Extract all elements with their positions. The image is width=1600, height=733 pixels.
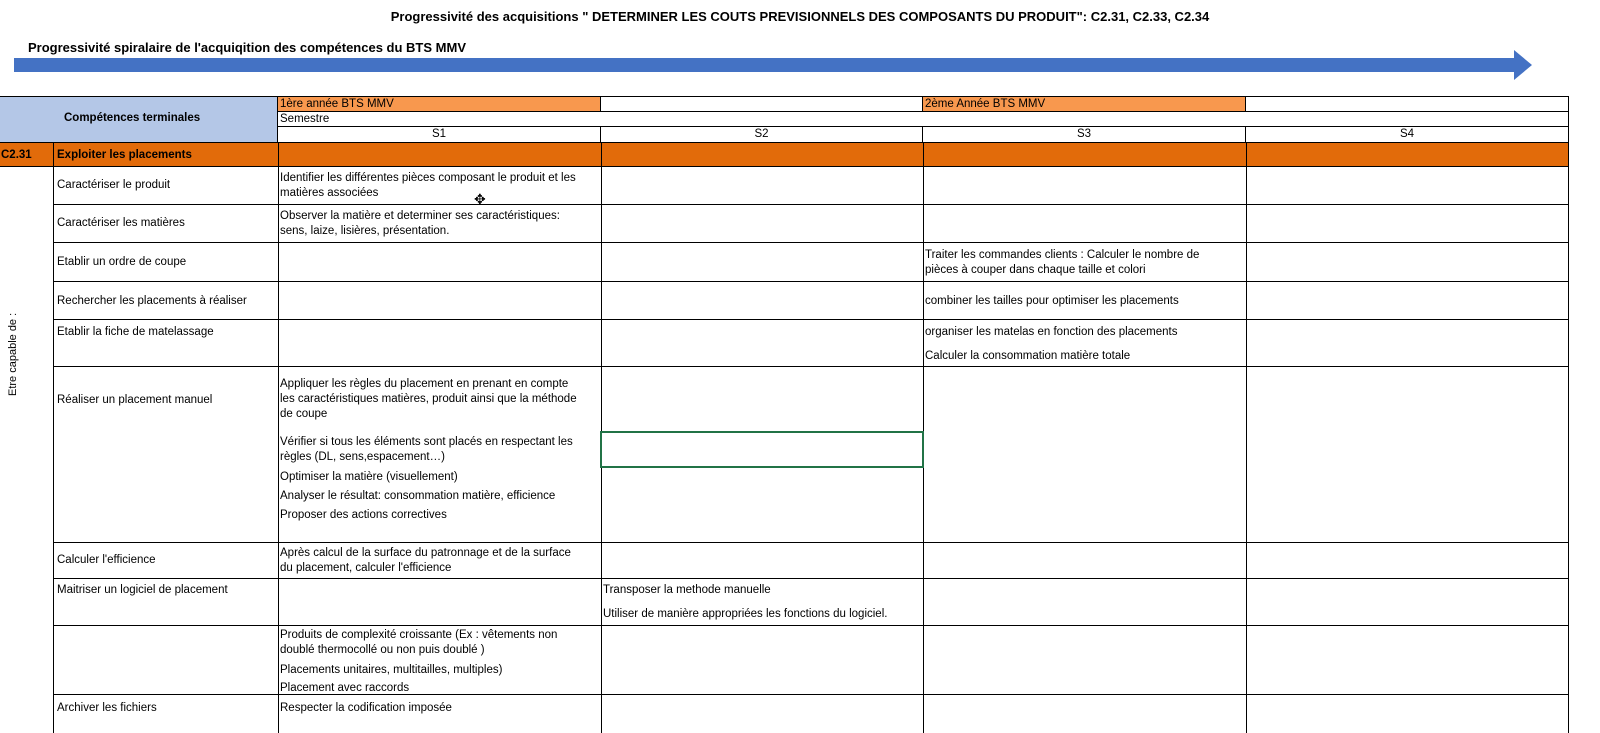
s1-text[interactable]: Optimiser la matière (visuellement) (280, 471, 458, 483)
s1-text[interactable]: sens, laize, lisières, présentation. (280, 225, 450, 237)
header-year1[interactable] (278, 96, 601, 112)
s1-text[interactable]: doublé thermocollé ou non puis doublé ) (280, 644, 485, 656)
s1-text[interactable]: de coupe (280, 408, 328, 420)
header-semestre[interactable] (278, 112, 1568, 127)
s1-text[interactable]: Placement avec raccords (280, 682, 410, 694)
s1-text[interactable]: Produits de complexité croissante (Ex : vêtements non (280, 629, 558, 641)
section-row[interactable] (0, 143, 1568, 167)
s1-text[interactable]: Après calcul de la surface du patronnage et de la surface (280, 547, 571, 559)
section-label: Exploiter les placements (57, 149, 192, 161)
s1-text[interactable]: Analyser le résultat: consommation matière, efficience (280, 490, 556, 502)
header-year2-label: 2ème Année BTS MMV (925, 98, 1046, 110)
s1-text[interactable]: Observer la matière et determiner ses caractéristiques: (280, 210, 560, 222)
header-s3[interactable]: S3 (923, 127, 1246, 143)
skill-archiver-fichiers[interactable]: Archiver les fichiers (57, 702, 157, 714)
s1-text[interactable]: Vérifier si tous les éléments sont placés en respectant les (280, 436, 573, 448)
header-year1-label: 1ère année BTS MMV (280, 98, 394, 110)
s3-text[interactable]: Traiter les commandes clients : Calculer le nombre de (925, 249, 1200, 261)
skill-placement-manuel[interactable]: Réaliser un placement manuel (57, 394, 213, 406)
s1-text[interactable]: Proposer des actions correctives (280, 509, 447, 521)
s1-text[interactable]: du placement, calculer l'efficience (280, 562, 452, 574)
page-title: Progressivité des acquisitions " DETERMINER LES COUTS PREVISIONNELS DES COMPOSANTS DU PRODUIT": C2.31, C2.33, C2.34 (390, 9, 1210, 24)
spreadsheet (0, 96, 1600, 733)
s1-text[interactable]: Appliquer les règles du placement en prenant en compte (280, 378, 569, 390)
s2-text[interactable]: Utiliser de manière appropriées les fonctions du logiciel. (603, 608, 888, 620)
selected-cell[interactable] (600, 431, 924, 468)
s3-text[interactable]: pièces à couper dans chaque taille et colori (925, 264, 1146, 276)
s1-text[interactable]: Placements unitaires, multitailles, multiples) (280, 664, 503, 676)
s1-text[interactable]: règles (DL, sens,espacement…) (280, 451, 445, 463)
skill-caracteriser-produit[interactable]: Caractériser le produit (57, 179, 171, 191)
header-blank-s2[interactable] (601, 96, 923, 112)
s1-text[interactable]: Respecter la codification imposée (280, 702, 452, 714)
s1-text[interactable]: Identifier les différentes pièces composant le produit et les (280, 172, 576, 184)
s2-text[interactable]: Transposer la methode manuelle (603, 584, 771, 596)
page-subtitle: Progressivité spiralaire de l'acquiqition des compétences du BTS MMV (28, 40, 466, 55)
s3-text[interactable]: organiser les matelas en fonction des placements (925, 326, 1178, 338)
s3-text[interactable]: Calculer la consommation matière totale (925, 350, 1131, 362)
section-code: C2.31 (1, 149, 32, 161)
skill-caracteriser-matieres[interactable]: Caractériser les matières (57, 217, 185, 229)
vertical-label: Etre capable de : (7, 312, 19, 396)
s3-text[interactable]: combiner les tailles pour optimiser les placements (925, 295, 1179, 307)
skill-logiciel-placement[interactable]: Maitriser un logiciel de placement (57, 584, 228, 596)
skill-ordre-coupe[interactable]: Etablir un ordre de coupe (57, 256, 187, 268)
header-s1[interactable]: S1 (278, 127, 601, 143)
move-cursor-icon: ✥ (474, 191, 486, 207)
header-blank-s4[interactable] (1246, 96, 1568, 112)
header-s4[interactable]: S4 (1246, 127, 1568, 143)
header-year2[interactable] (923, 96, 1246, 112)
s1-text[interactable]: matières associées (280, 187, 379, 199)
header-semestre-label: Semestre (280, 113, 330, 125)
skill-fiche-matelassage[interactable]: Etablir la fiche de matelassage (57, 326, 214, 338)
header-competences-label: Compétences terminales (64, 112, 201, 124)
skill-calculer-efficience[interactable]: Calculer l'efficience (57, 554, 156, 566)
skill-rechercher-placements[interactable]: Rechercher les placements à réaliser (57, 295, 247, 307)
header-s2[interactable]: S2 (601, 127, 923, 143)
s1-text[interactable]: les caractéristiques matières, produit ainsi que la méthode (280, 393, 577, 405)
progression-arrow (14, 49, 1566, 81)
